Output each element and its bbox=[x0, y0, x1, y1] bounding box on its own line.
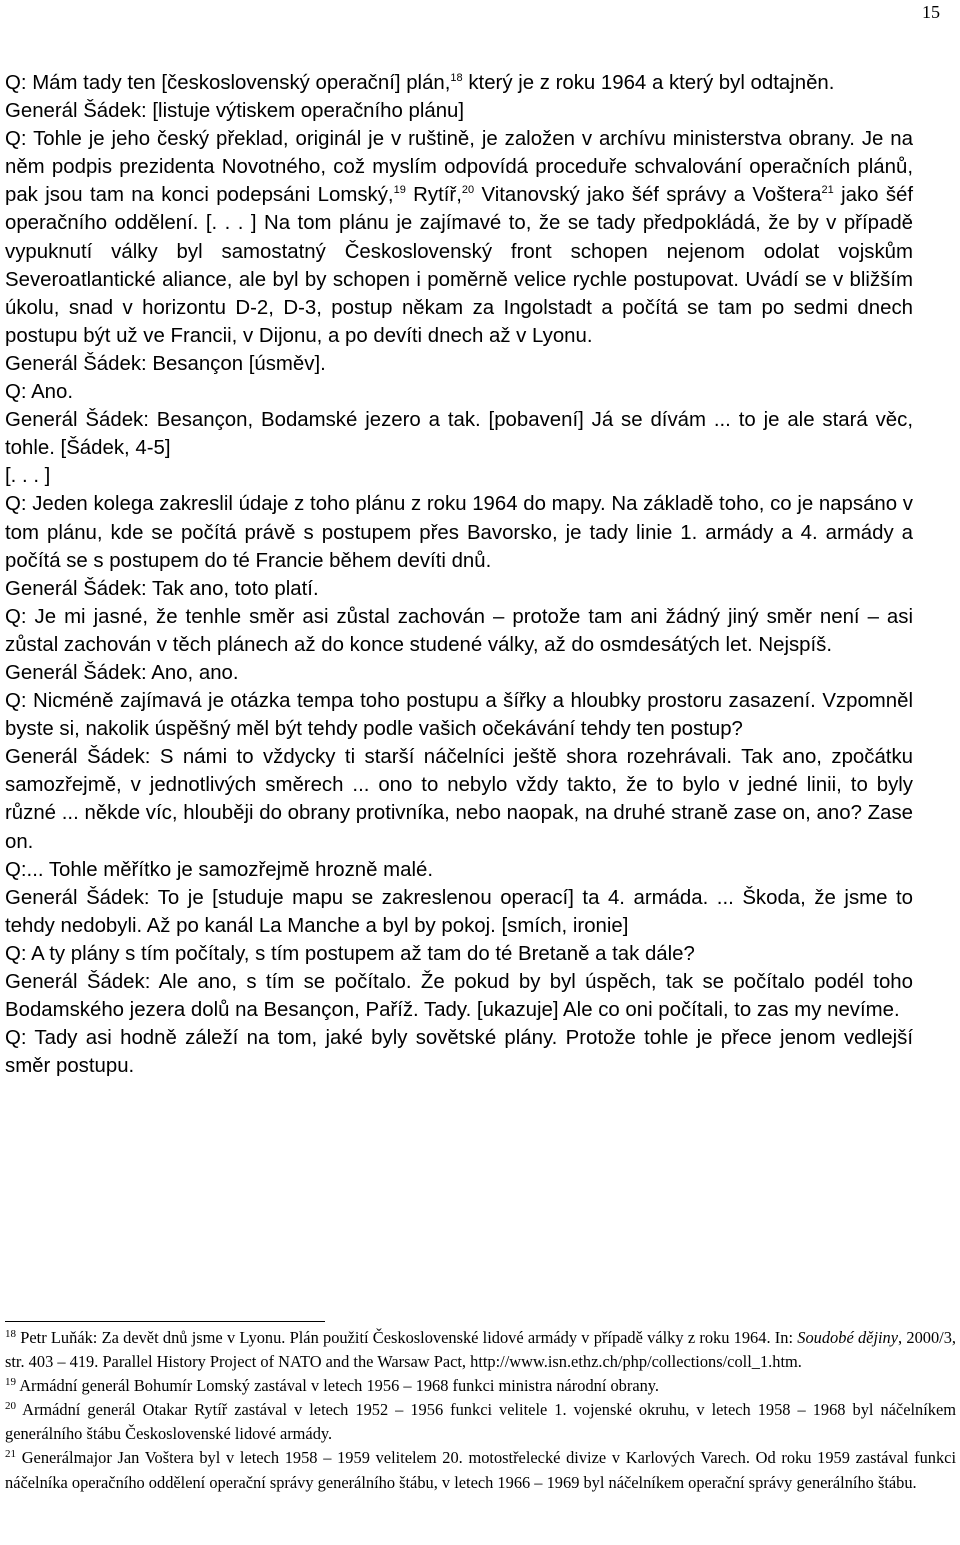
speaker-label: Generál Šádek: bbox=[5, 886, 150, 909]
page-number: 15 bbox=[922, 2, 940, 22]
paragraph-text: jako šéf operačního oddělení. [. . . ] Na tom plánu je zajímavé to, že se tady předpokládá, že by v případě vypuknutí války byl samostatný Československý front schopen nejenom odolat vojskům Severoatlantické aliance, ale byl by schopen i poměrně velice rychle postupovat. Uvádí se v bližším úkolu, snad v horizontu D-2, D-3, postup někam za Ingolstadt a počítá se tam po sedmi dnech postupu být už ve Francii, v Dijonu, a po devíti dnech až v Lyonu. bbox=[5, 184, 914, 347]
footnote-number: 19 bbox=[5, 1376, 16, 1389]
interview-transcript bbox=[5, 69, 913, 1080]
paragraph-text: který je z roku 1964 a který byl odtajněn. bbox=[462, 72, 835, 94]
paragraph-text: Jeden kolega zakreslil údaje z toho plánu z roku 1964 do mapy. Na základě toho, co je napsáno v tom plánu, kde se počítá právě s postupem přes Bavorsko, je tady linie 1. armády a 4. armády a počítá se s postupem do té Francie během devíti dnů. bbox=[5, 493, 913, 572]
footnote bbox=[5, 1398, 956, 1446]
paragraph-text: Je mi jasné, že tenhle směr asi zůstal zachován – protože tam ani žádný jiný směr není – asi zůstal zachován v těch plánech až do konce studené války, až do osmdesátých let. Nejspíš. bbox=[5, 605, 913, 656]
speaker-label: Q: bbox=[5, 381, 27, 404]
speaker-label: Q: bbox=[5, 128, 27, 151]
paragraph-text: Besançon, Bodamské jezero a tak. [pobavení] Já se dívám ... to je ale stará věc, tohle. [Šádek, 4-5] bbox=[5, 409, 913, 460]
speaker-label: Generál Šádek: bbox=[5, 971, 151, 993]
paragraph-text: Tak ano, toto platí. bbox=[146, 577, 319, 600]
paragraph bbox=[5, 490, 913, 574]
paragraph-text: To je [studuje mapu se zakreslenou operací] ta 4. armáda. ... Škoda, že jsme to tehdy nedobyli. Až po kanál La Manche a byl by pokoj. [smích, ironie] bbox=[5, 886, 913, 937]
footnote-ref[interactable]: 19 bbox=[393, 184, 406, 197]
paragraph-text: Mám tady ten [československý operační] plán, bbox=[26, 72, 451, 94]
footnote-number: 21 bbox=[5, 1448, 16, 1461]
footnotes bbox=[5, 1326, 956, 1495]
footnote-ref[interactable]: 21 bbox=[821, 184, 834, 197]
paragraph-text: S námi to vždycky ti starší náčelníci ještě shora rozehrávali. Tak ano, zpočátku samozřejmě, v jednotlivých směrech ... ono to nebylo vždy takto, že to bylo v jedné linii, to byly různé ... někde víc, hlouběji do obrany protivníka, nebo naopak, na druhé straně zase on, ano? Zase on. bbox=[5, 746, 913, 853]
paragraph-text: Tady asi hodně záleží na tom, jaké byly sovětské plány. Protože tohle je přece jenom vedlejší směr postupu. bbox=[5, 1027, 913, 1078]
footnote-text: , 2000/3, str. 403 – 419. Parallel History Project of NATO and the Warsaw Pact, http://www.isn.ethz.ch/php/collections/coll_1.htm. bbox=[5, 1328, 957, 1372]
paragraph bbox=[5, 884, 913, 940]
paragraph bbox=[5, 575, 913, 603]
paragraph-text: Ano, ano. bbox=[146, 661, 239, 684]
paragraph-text: Besançon [úsměv]. bbox=[146, 352, 326, 375]
paragraph bbox=[5, 378, 913, 406]
footnote-number: 20 bbox=[5, 1400, 16, 1413]
paragraph-text: Ano. bbox=[26, 381, 74, 404]
paragraph-text: Nicméně zajímavá je otázka tempa toho postupu a šířky a hloubky prostoru zasazení. Vzpomněl byste si, nakolik úspěšný měl být tehdy podle vašich očekávání tehdy ten postup? bbox=[5, 690, 913, 741]
paragraph bbox=[5, 97, 913, 125]
footnote bbox=[5, 1326, 956, 1374]
paragraph-text: A ty plány s tím počítaly, s tím postupem až tam do té Bretaně a tak dále? bbox=[26, 942, 695, 965]
footnote-text: Petr Luňák: Za devět dnů jsme v Lyonu. Plán použití Československé lidové armády v případě války z roku 1964. In: bbox=[16, 1328, 798, 1347]
footnote-text: Generálmajor Jan Voštera byl v letech 1958 – 1959 velitelem 20. motostřelecké divize v Karlových Varech. Od roku 1959 zastával funkci náčelníka operačního oddělení operační správy generálního štábu, v letech 1966 – 1969 byl náčelníkem operační správy generálního štábu. bbox=[5, 1448, 956, 1492]
paragraph-text: Rytíř, bbox=[405, 184, 462, 207]
speaker-label: Q: bbox=[5, 493, 27, 516]
footnote-ref[interactable]: 20 bbox=[461, 184, 475, 197]
speaker-label: Q: bbox=[5, 605, 27, 628]
paragraph bbox=[5, 856, 913, 884]
footnote-text: Armádní generál Bohumír Lomský zastával v letech 1956 – 1968 funkci ministra národní obrany. bbox=[16, 1376, 660, 1396]
paragraph bbox=[5, 406, 913, 462]
paragraph bbox=[5, 125, 913, 350]
speaker-label: Q: bbox=[5, 1027, 27, 1050]
footnote-ref[interactable]: 18 bbox=[450, 72, 463, 84]
speaker-label: Generál Šádek: bbox=[5, 352, 147, 375]
paragraph bbox=[5, 659, 913, 687]
paragraph-text: [listuje výtiskem operačního plánu] bbox=[146, 100, 465, 123]
footnote bbox=[5, 1446, 956, 1494]
paragraph bbox=[5, 462, 913, 490]
footnote bbox=[5, 1374, 956, 1398]
speaker-label: Q: bbox=[5, 690, 27, 713]
paragraph bbox=[5, 603, 913, 659]
speaker-label: Q: bbox=[5, 858, 27, 881]
footnote-text: Armádní generál Otakar Rytíř zastával v letech 1952 – 1956 funkci velitele 1. vojenské okruhu, v letech 1958 – 1968 byl náčelníkem generálního štábu Československé lidové armády. bbox=[5, 1400, 956, 1444]
paragraph-text: Tohle je jeho český překlad, originál je v ruštině, je založen v archívu ministerstva obrany. Je na něm podpis prezidenta Novotného, což myslím odpovídá proceduře schvalování operačních plánů, pak jsou tam na konci podepsáni Lomský, bbox=[5, 128, 913, 207]
paragraph bbox=[5, 687, 913, 743]
paragraph bbox=[5, 940, 913, 968]
paragraph-text: Ale ano, s tím se počítalo. Že pokud by byl úspěch, tak se počítalo podél toho Bodamského jezera dolů na Besançon, Paříž. Tady. [ukazuje] Ale co oni počítali, to zas my nevíme. bbox=[5, 971, 913, 1022]
speaker-label: Generál Šádek: bbox=[5, 661, 147, 684]
speaker-label: Generál Šádek: bbox=[5, 746, 151, 769]
paragraph-text: [. . . ] bbox=[5, 465, 51, 488]
footnote-divider bbox=[5, 1321, 325, 1322]
paragraph bbox=[5, 743, 913, 855]
paragraph bbox=[5, 968, 913, 1024]
paragraph bbox=[5, 69, 913, 97]
paragraph bbox=[5, 350, 913, 378]
speaker-label: Q: bbox=[5, 72, 27, 94]
paragraph-text: Vitanovský jako šéf správy a Voštera bbox=[474, 184, 822, 207]
speaker-label: Generál Šádek: bbox=[5, 577, 147, 600]
footnote-journal-title: Soudobé dějiny bbox=[797, 1328, 899, 1347]
paragraph-text: ... Tohle měřítko je samozřejmě hrozně malé. bbox=[26, 858, 433, 881]
paragraph bbox=[5, 1024, 913, 1080]
speaker-label: Generál Šádek: bbox=[5, 409, 149, 432]
footnote-number: 18 bbox=[5, 1328, 16, 1340]
speaker-label: Generál Šádek: bbox=[5, 100, 147, 123]
speaker-label: Q: bbox=[5, 942, 27, 965]
